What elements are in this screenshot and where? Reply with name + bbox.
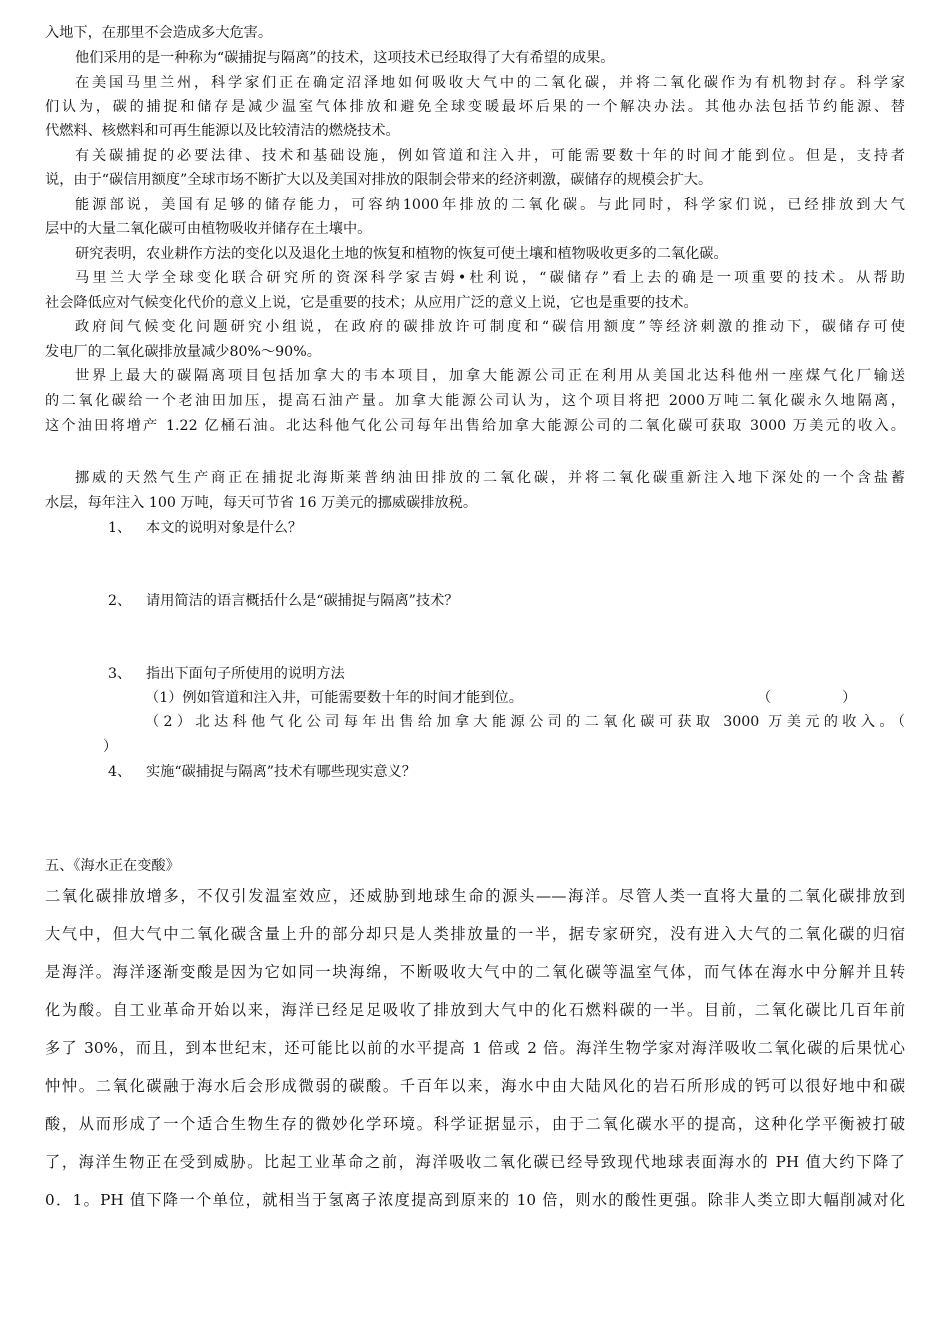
passage-line: 世界上最大的碳隔离项目包括加拿大的韦本项目，加拿大能源公司正在利用从美国北达科他州一座煤气化厂输送 (75, 368, 905, 384)
passage-line: 层中的大量二氧化碳可由植物吸收并储存在土壤中。 (45, 221, 372, 237)
question-1 (108, 518, 905, 538)
passage-line: 酸，从而形成了一个适合生物生存的微妙化学环境。科学证据显示，由于二氧化碳水平的提高，这种化学平衡被打破 (45, 1115, 905, 1133)
question-number: 3、 (108, 666, 132, 682)
question-3 (108, 664, 905, 684)
passage-line: 研究表明，农业耕作方法的变化以及退化土地的恢复和植物的恢复可使土壤和植物吸收更多的二氧化碳。 (75, 246, 728, 262)
answer-blank[interactable]: （ ） (757, 690, 857, 706)
answer-blank-end[interactable]: ） (103, 739, 118, 755)
passage-line: 挪威的天然气生产商正在捕捉北海斯莱普纳油田排放的二氧化碳，并将二氧化碳重新注入地下深处的一个含盐蓄 (75, 470, 905, 486)
sub-question-text: （1）例如管道和注入井，可能需要数十年的时间才能到位。 (145, 690, 523, 706)
passage-line: 代燃料、核燃料和可再生能源以及比较清洁的燃烧技术。 (45, 123, 400, 139)
passage-line: 水层，每年注入 100 万吨，每天可节省 16 万美元的挪威碳排放税。 (45, 495, 478, 511)
passage-line: 入地下，在那里不会造成多大危害。 (45, 25, 273, 41)
question-number: 1、 (108, 520, 132, 536)
question-2 (108, 591, 905, 611)
passage-line: 社会降低应对气候变化代价的意义上说，它是重要的技术；从应用广泛的意义上说，它也是重要的技术。 (45, 295, 698, 311)
passage-line: 马里兰大学全球变化联合研究所的资深科学家吉姆•杜利说，“碳储存”看上去的确是一项重要的技术。从帮助 (75, 270, 905, 286)
passage-line: 大气中，但大气中二氧化碳含量上升的部分却只是人类排放量的一半，据专家研究，没有进入大气的二氧化碳的归宿 (45, 925, 905, 943)
question-4 (108, 762, 905, 782)
question-text: 本文的说明对象是什么？ (146, 520, 303, 536)
passage-line: 这个油田将增产 1.22 亿桶石油。北达科他气化公司每年出售给加拿大能源公司的二氧化碳可获取 3000 万美元的收入。 (45, 418, 905, 434)
passage-line: 发电厂的二氧化碳排放量减少80%～90%。 (45, 344, 321, 360)
question-text: 实施“碳捕捉与隔离”技术有哪些现实意义？ (146, 764, 416, 780)
question-number: 4、 (108, 764, 132, 780)
passage-line: 有关碳捕捉的必要法律、技术和基础设施，例如管道和注入井，可能需要数十年的时间才能到位。但是，支持者 (75, 148, 905, 164)
passage-line: 政府间气候变化问题研究小组说，在政府的碳排放许可制度和“碳信用额度”等经济刺激的推动下，碳储存可使 (75, 319, 905, 335)
passage-line: 们认为，碳的捕捉和储存是减少温室气体排放和避免全球变暖最坏后果的一个解决办法。其他办法包括节约能源、替 (45, 99, 905, 115)
passage-line: 多了 30%，而且，到本世纪末，还可能比以前的水平提高 1 倍或 2 倍。海洋生物学家对海洋吸收二氧化碳的后果忧心 (45, 1039, 905, 1057)
passage-line: 0．1。PH 值下降一个单位，就相当于氢离子浓度提高到原来的 10 倍，则水的酸性更强。除非人类立即大幅削减对化 (45, 1191, 905, 1209)
question-text: 指出下面句子所使用的说明方法 (146, 666, 345, 682)
passage-line: 忡忡。二氧化碳融于海水后会形成微弱的碳酸。千百年以来，海水中由大陆风化的岩石所形成的钙可以很好地中和碳 (45, 1077, 905, 1095)
question-number: 2、 (108, 593, 132, 609)
question-3-sub-1 (145, 688, 905, 708)
question-text: 请用简洁的语言概括什么是“碳捕捉与隔离”技术？ (146, 593, 459, 609)
passage-line: 在美国马里兰州，科学家们正在确定沼泽地如何吸收大气中的二氧化碳，并将二氧化碳作为有机物封存。科学家 (75, 75, 905, 91)
passage-line: 的二氧化碳给一个老油田加压，提高石油产量。加拿大能源公司认为，这个项目将把 2000万吨二氧化碳永久地隔离， (45, 393, 905, 409)
passage-line: 是海洋。海洋逐渐变酸是因为它如同一块海绵，不断吸收大气中的二氧化碳等温室气体，而气体在海水中分解并且转 (45, 963, 905, 981)
passage-line: 说，由于“碳信用额度”全球市场不断扩大以及美国对排放的限制会带来的经济刺激，碳储存的规模会扩大。 (45, 172, 713, 188)
passage-line: 他们采用的是一种称为“碳捕捉与隔离”的技术，这项技术已经取得了大有希望的成果。 (75, 50, 615, 66)
section-heading: 五、《海水正在变酸》 (45, 858, 180, 874)
passage-line: 了，海洋生物正在受到威胁。比起工业革命之前，海洋吸收二氧化碳已经导致现代地球表面海水的 PH 值大约下降了 (45, 1153, 905, 1171)
passage-line: 化为酸。自工业革命开始以来，海洋已经足足吸收了排放到大气中的化石燃料碳的一半。目前，二氧化碳比几百年前 (45, 1001, 905, 1019)
question-3-sub-2: （2）北达科他气化公司每年出售给加拿大能源公司的二氧化碳可获取 3000 万美元的收入。（ (145, 714, 905, 730)
passage-line: 能源部说，美国有足够的储存能力，可容纳1000年排放的二氧化碳。与此同时，科学家们说，已经排放到大气 (75, 197, 905, 213)
passage-line: 二氧化碳排放增多，不仅引发温室效应，还威胁到地球生命的源头——海洋。尽管人类一直将大量的二氧化碳排放到 (45, 887, 905, 905)
